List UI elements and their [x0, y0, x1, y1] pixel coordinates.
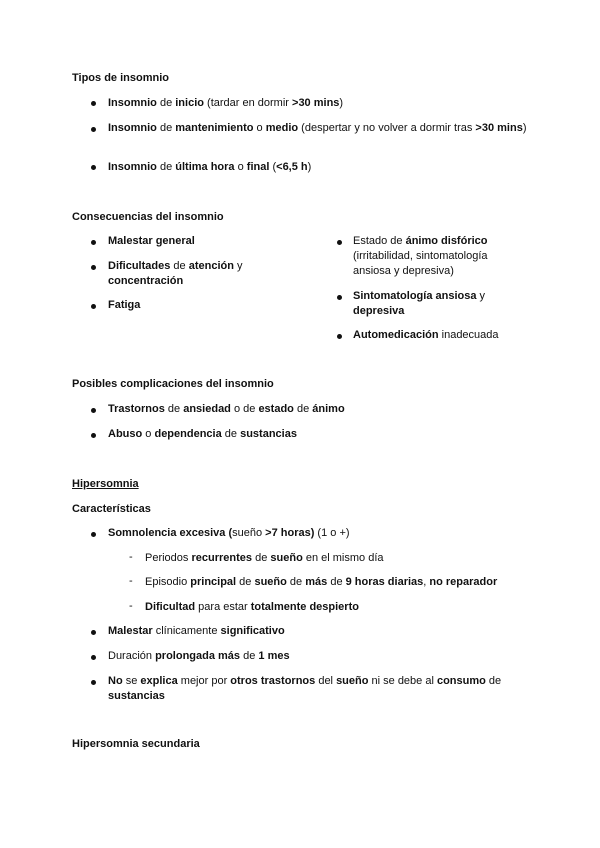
text: Estado de: [353, 235, 406, 247]
list-item: [108, 298, 308, 313]
bold-text: Automedicación: [353, 329, 439, 341]
text: Periodos: [145, 552, 192, 564]
text: se: [122, 675, 141, 687]
bullet-icon: [91, 101, 96, 106]
text: de: [156, 161, 176, 173]
text: (irritabilidad, sintomatología ansiosa y depresiva): [353, 250, 488, 277]
bold-text: ánimo: [312, 403, 345, 415]
bold-text: Malestar: [108, 625, 153, 637]
text: de: [327, 576, 346, 588]
list-item: [353, 289, 518, 319]
bold-text: Dificultad: [145, 601, 196, 613]
bold-text: sustancias: [240, 428, 297, 440]
bold-text: sueño: [254, 576, 287, 588]
list-item: [108, 624, 528, 639]
text: ,: [423, 576, 430, 588]
heading-hipersomnia: Hipersomnia: [72, 478, 139, 490]
bold-text: Somnolencia excesiva (: [108, 527, 233, 539]
list-item: [108, 649, 528, 664]
bullet-icon: [91, 265, 96, 270]
bold-text: concentración: [108, 275, 184, 287]
list-item: [108, 402, 528, 417]
bold-text: inicio: [175, 97, 204, 109]
text: Duración: [108, 650, 156, 662]
bullet-icon: [91, 408, 96, 413]
dash-icon: -: [129, 600, 133, 612]
bold-text: Abuso: [108, 428, 143, 440]
bold-text: consumo: [436, 675, 486, 687]
text: o: [253, 122, 266, 134]
list-item: [353, 328, 533, 343]
sub-list-item: [145, 600, 545, 615]
text: de: [156, 122, 176, 134]
bold-text: >7 horas): [265, 527, 315, 539]
text: y: [476, 290, 486, 302]
bullet-icon: [337, 295, 342, 300]
bold-text: atención: [188, 260, 234, 272]
list-item: [108, 96, 528, 111]
text: de: [240, 650, 259, 662]
bold-text: recurrentes: [191, 552, 253, 564]
bold-text: totalmente despierto: [250, 601, 359, 613]
bold-text: más: [218, 650, 241, 662]
text: en el mismo día: [302, 552, 384, 564]
bold-text: depresiva: [353, 305, 405, 317]
bold-text: prolongada: [155, 650, 215, 662]
text: para estar: [195, 601, 251, 613]
list-item: [108, 160, 528, 175]
bold-text: No: [108, 675, 123, 687]
bold-text: Trastornos: [108, 403, 165, 415]
bold-text: dependencia: [154, 428, 222, 440]
text: ni se debe al: [368, 675, 437, 687]
bold-text: sueño: [270, 552, 303, 564]
text: o: [142, 428, 155, 440]
bullet-icon: [91, 304, 96, 309]
bullet-icon: [91, 532, 96, 537]
subheading-caracteristicas: Características: [72, 503, 151, 515]
text: del: [315, 675, 337, 687]
text: de: [221, 428, 241, 440]
bold-text: sustancias: [108, 690, 165, 702]
text: ): [522, 122, 527, 134]
bold-text: medio: [265, 122, 299, 134]
text: Episodio: [145, 576, 191, 588]
bold-text: Malestar general: [108, 235, 195, 247]
text: de: [286, 576, 306, 588]
bold-text: Sintomatología ansiosa: [353, 290, 477, 302]
bullet-icon: [91, 240, 96, 245]
bold-text: sueño: [336, 675, 369, 687]
text: inadecuada: [438, 329, 499, 341]
heading-consecuencias: Consecuencias del insomnio: [72, 211, 224, 223]
bold-text: <6,5 h: [276, 161, 308, 173]
bullet-icon: [91, 630, 96, 635]
bold-text: Insomnio: [108, 122, 157, 134]
dash-icon: -: [129, 551, 133, 563]
text: o de: [230, 403, 259, 415]
list-item: [108, 674, 518, 704]
bullet-icon: [91, 680, 96, 685]
text: o: [234, 161, 247, 173]
list-item: [108, 234, 308, 249]
bold-text: final: [246, 161, 270, 173]
text: de: [236, 576, 255, 588]
bold-text: >30 mins: [292, 97, 340, 109]
bullet-icon: [91, 433, 96, 438]
text: de: [164, 403, 184, 415]
text: clínicamente: [152, 625, 221, 637]
bold-text: Dificultades: [108, 260, 171, 272]
bullet-icon: [91, 127, 96, 132]
list-item: [108, 121, 528, 136]
bold-text: Insomnio: [108, 97, 157, 109]
list-item: [108, 427, 528, 442]
text: (despertar y no volver a dormir tras: [298, 122, 476, 134]
sub-list-item: [145, 575, 545, 590]
bold-text: más: [305, 576, 328, 588]
heading-hipersomnia-secundaria: Hipersomnia secundaria: [72, 738, 200, 750]
text: de: [170, 260, 189, 272]
bold-text: Insomnio: [108, 161, 157, 173]
text: de: [485, 675, 502, 687]
bold-text: ansiedad: [183, 403, 231, 415]
bold-text: estado: [258, 403, 294, 415]
bold-text: 1 mes: [258, 650, 290, 662]
bold-text: ánimo disfórico: [405, 235, 488, 247]
bold-text: última hora: [175, 161, 235, 173]
heading-complicaciones: Posibles complicaciones del insomnio: [72, 378, 274, 390]
bold-text: explica: [140, 675, 178, 687]
bullet-icon: [337, 240, 342, 245]
bold-text: mantenimiento: [175, 122, 254, 134]
bullet-icon: [337, 334, 342, 339]
text: de: [293, 403, 313, 415]
bold-text: principal: [190, 576, 237, 588]
bullet-icon: [91, 655, 96, 660]
text: (: [269, 161, 277, 173]
text: ): [339, 97, 344, 109]
heading-tipos-insomnio: Tipos de insomnio: [72, 72, 169, 84]
text: de: [156, 97, 176, 109]
text: sueño: [232, 527, 266, 539]
list-item: [108, 259, 308, 289]
sub-list-item: [145, 551, 545, 566]
bold-text: >30 mins: [475, 122, 523, 134]
text: ): [307, 161, 312, 173]
text: mejor por: [177, 675, 231, 687]
bullet-icon: [91, 165, 96, 170]
list-item: [108, 526, 528, 541]
text: y: [233, 260, 243, 272]
bold-text: 9 horas diarias: [345, 576, 424, 588]
bold-text: significativo: [220, 625, 285, 637]
list-item: [353, 234, 518, 279]
text: (tardar en dormir: [203, 97, 293, 109]
text: de: [252, 552, 271, 564]
bold-text: Fatiga: [108, 299, 141, 311]
dash-icon: -: [129, 575, 133, 587]
text: (1 o +): [314, 527, 350, 539]
bold-text: otros trastornos: [230, 675, 316, 687]
bold-text: no reparador: [429, 576, 498, 588]
